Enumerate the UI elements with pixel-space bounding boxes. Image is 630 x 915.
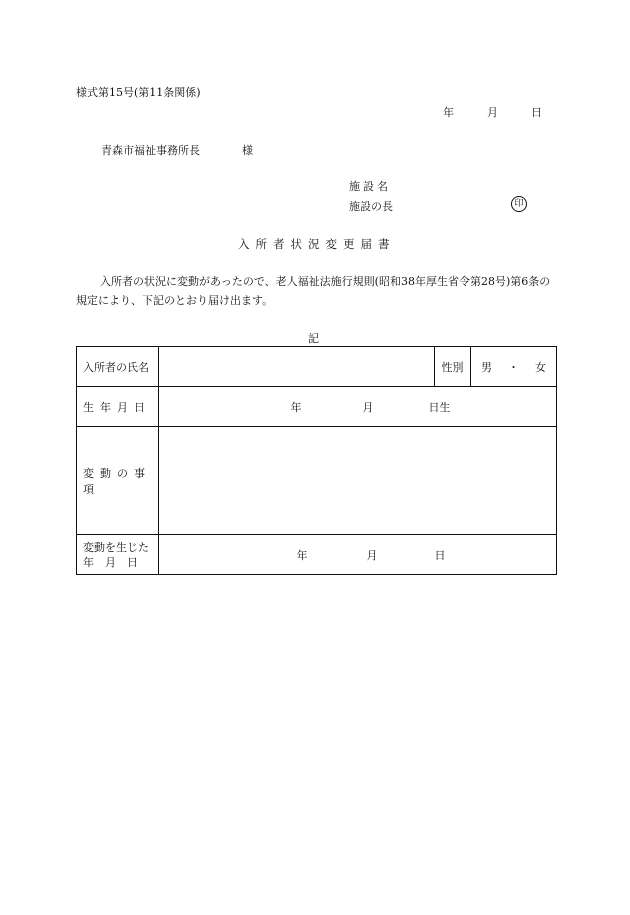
- addressee-honorific: 様: [242, 144, 253, 157]
- change-date-label-line2: 年 月 日: [83, 555, 138, 569]
- body-text: 入所者の状況に変動があったので、老人福祉法施行規則(昭和38年厚生省令第28号)第6条の規定により、下記のとおり届け出ます。: [76, 275, 551, 307]
- gender-female[interactable]: 女: [535, 360, 546, 374]
- change-month-label: 月: [366, 548, 378, 562]
- change-date-label-line1: 変動を生じた: [83, 540, 149, 554]
- document-title: 入所者状況変更届書: [238, 237, 396, 251]
- table-row: [77, 387, 557, 427]
- ki-heading: 記: [308, 332, 319, 345]
- submission-date: [443, 104, 542, 120]
- form-number: 様式第15号(第11条関係): [76, 86, 201, 99]
- change-date-field[interactable]: [159, 535, 557, 575]
- table-row: [77, 535, 557, 575]
- addressee-office: 青森市福祉事務所長: [101, 144, 200, 157]
- change-label: 変動の事項: [77, 427, 159, 535]
- change-day-label: 日: [434, 548, 446, 562]
- birth-label: 生年月日: [77, 387, 159, 427]
- date-year-label: 年: [443, 106, 454, 119]
- birth-date-field[interactable]: [159, 387, 557, 427]
- table-row: [77, 427, 557, 535]
- facility-name-label: 施設名: [349, 180, 391, 193]
- name-field[interactable]: [159, 347, 435, 387]
- date-day-label: 日: [531, 106, 542, 119]
- birth-day-label: 日生: [428, 400, 451, 414]
- birth-year-label: 年: [290, 400, 302, 414]
- seal-mark: 印: [511, 196, 527, 212]
- form-table: [76, 346, 557, 575]
- gender-separator: ・: [508, 360, 519, 374]
- date-month-label: 月: [487, 106, 498, 119]
- gender-options[interactable]: [471, 347, 557, 387]
- gender-male[interactable]: 男: [481, 360, 492, 374]
- table-row: [77, 347, 557, 387]
- change-year-label: 年: [296, 548, 308, 562]
- facility-head-label: 施設の長: [349, 200, 393, 213]
- change-date-label: [77, 535, 159, 575]
- name-label: 入所者の氏名: [77, 347, 159, 387]
- addressee: [101, 142, 253, 158]
- change-field[interactable]: [159, 427, 557, 535]
- birth-month-label: 月: [362, 400, 374, 414]
- gender-label: 性別: [435, 347, 471, 387]
